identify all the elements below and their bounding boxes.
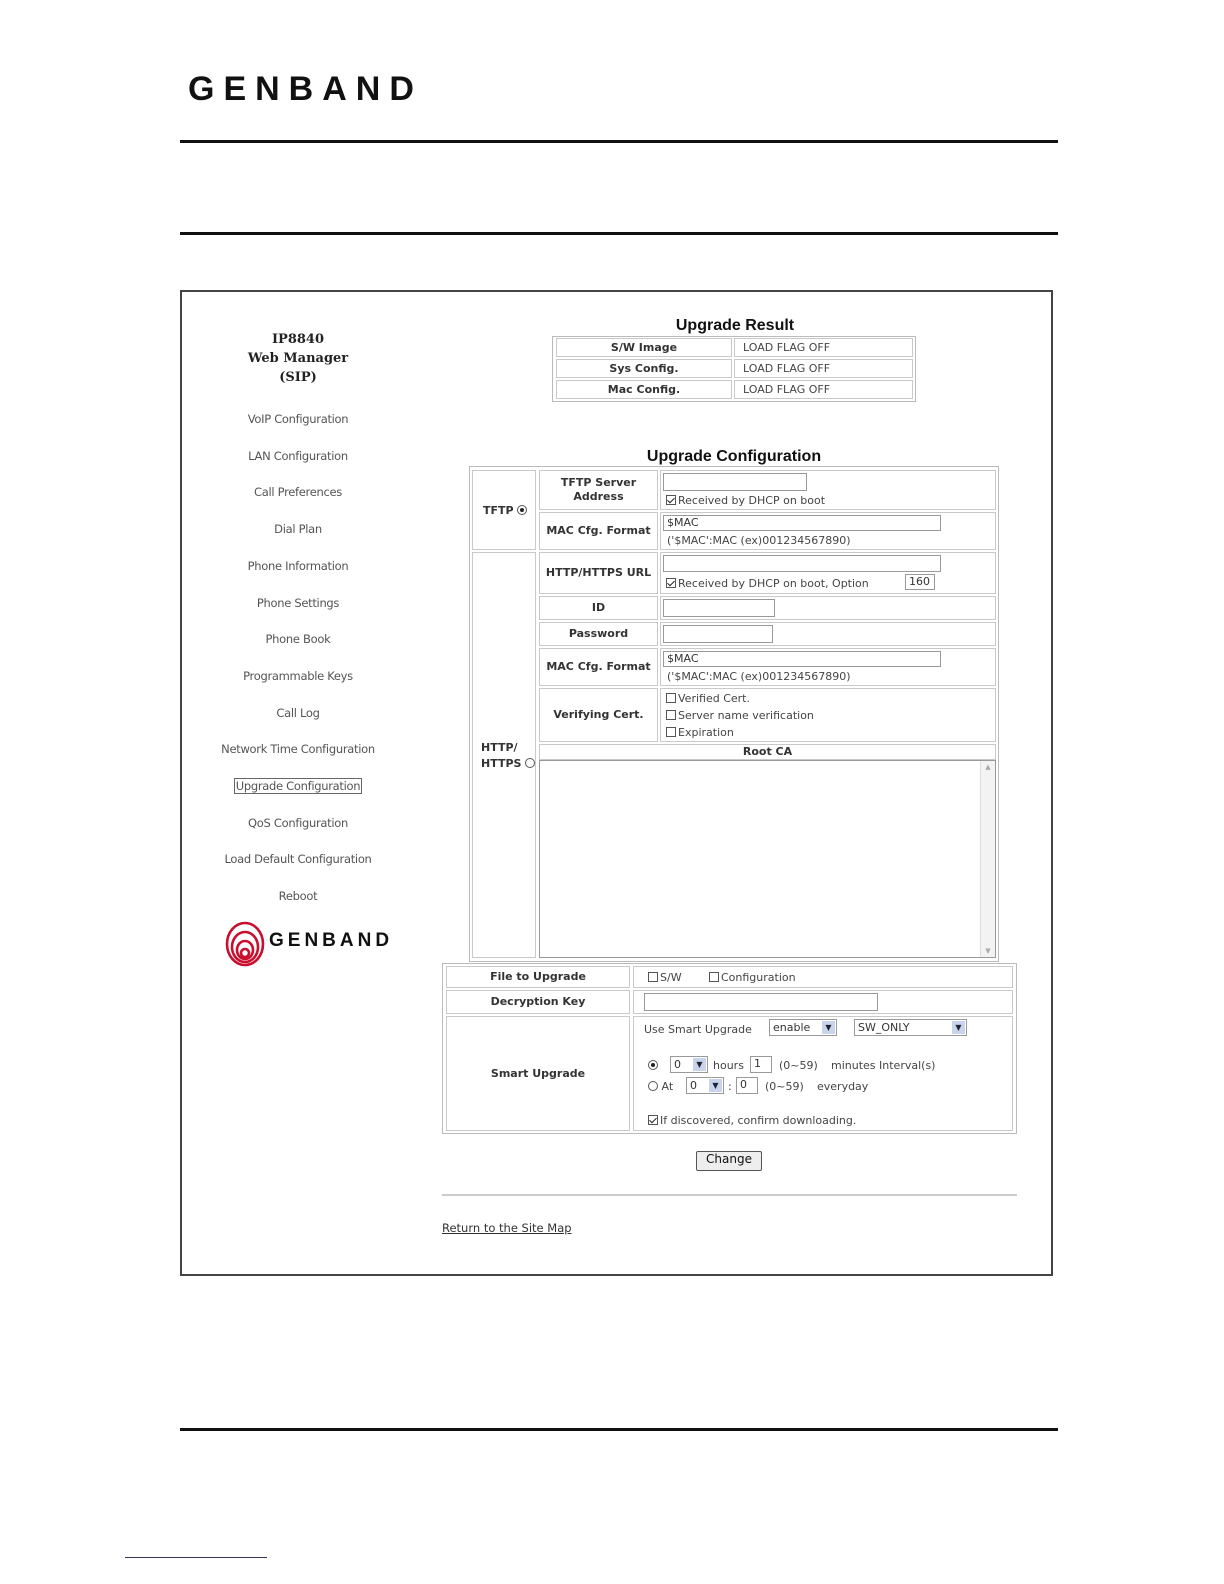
- header-rule-2: [180, 232, 1058, 235]
- nav-item[interactable]: [218, 522, 378, 536]
- content-separator: [442, 1194, 1017, 1196]
- hours-label: hours: [713, 1059, 744, 1072]
- nav-title-model: IP8840: [271, 332, 325, 347]
- return-site-map-link[interactable]: Return to the Site Map: [442, 1221, 572, 1235]
- http-label-line1: HTTP/: [481, 741, 518, 754]
- result-label-mac: Mac Config.: [556, 380, 732, 399]
- result-label-sys: Sys Config.: [556, 359, 732, 378]
- chevron-down-icon: ▼: [822, 1021, 835, 1034]
- chevron-down-icon: ▼: [952, 1021, 965, 1034]
- http-id-label: ID: [539, 596, 658, 620]
- nav-item-label: Network Time Configuration: [221, 742, 375, 757]
- header-rule: [180, 140, 1058, 143]
- file-upgrade-label: File to Upgrade: [446, 966, 630, 988]
- nav-title: [228, 330, 368, 387]
- nav-item-label: Programmable Keys: [243, 668, 353, 683]
- http-password-input[interactable]: [663, 625, 773, 643]
- server-name-checkbox[interactable]: [666, 710, 676, 720]
- upgrade-config-title: Upgrade Configuration: [646, 448, 822, 465]
- nav-item-label: QoS Configuration: [248, 815, 348, 830]
- smart-enable-value: enable: [773, 1021, 811, 1034]
- nav-item[interactable]: [218, 779, 378, 793]
- file-upgrade-cell: [633, 966, 1013, 988]
- nav-item[interactable]: [218, 706, 378, 720]
- nav-title-app: Web Manager: [247, 351, 349, 366]
- nav-item-label: Load Default Configuration: [224, 852, 372, 867]
- nav-item[interactable]: [218, 816, 378, 830]
- tftp-mac-input[interactable]: $MAC: [663, 515, 941, 531]
- genband-swirl-icon: [225, 918, 269, 968]
- nav-item-label: Reboot: [278, 889, 318, 904]
- change-button[interactable]: Change: [696, 1151, 762, 1171]
- tftp-protocol-cell: [472, 470, 536, 550]
- header-logo: GENBAND: [188, 70, 423, 108]
- nav-item-label: Phone Settings: [256, 595, 340, 610]
- verifying-cert-label: Verifying Cert.: [539, 688, 658, 742]
- sw-label: S/W: [660, 971, 682, 984]
- interval-radio[interactable]: [648, 1060, 658, 1070]
- chevron-down-icon: ▼: [709, 1079, 722, 1092]
- interval-minutes-input[interactable]: 1: [750, 1056, 772, 1073]
- http-password-cell: [660, 622, 996, 646]
- at-label: At: [661, 1080, 674, 1093]
- nav-item-label: Upgrade Configuration: [235, 779, 361, 793]
- nav-item-label: Phone Information: [247, 558, 349, 573]
- nav-brand-text: GENBAND: [269, 930, 394, 951]
- nav-item[interactable]: [218, 485, 378, 499]
- tftp-mac-cell: [660, 512, 996, 550]
- http-radio[interactable]: [525, 758, 535, 768]
- nav-item-label: LAN Configuration: [248, 448, 348, 463]
- nav-item[interactable]: [218, 412, 378, 426]
- interval-hours-select[interactable]: [670, 1056, 708, 1073]
- interval-suffix: minutes Interval(s): [831, 1059, 936, 1072]
- nav-item-label: Phone Book: [265, 632, 331, 647]
- nav-brand: [225, 918, 395, 968]
- http-url-cell: [660, 552, 996, 594]
- chevron-down-icon: ▼: [693, 1058, 706, 1071]
- root-ca-textarea[interactable]: [539, 760, 996, 958]
- nav-item[interactable]: [218, 889, 378, 903]
- tftp-label: TFTP: [483, 504, 514, 517]
- http-id-cell: [660, 596, 996, 620]
- tftp-dhcp-label: Received by DHCP on boot: [678, 494, 826, 507]
- nav-item[interactable]: [218, 669, 378, 683]
- http-dhcp-label: Received by DHCP on boot, Option: [678, 577, 869, 590]
- http-url-label: HTTP/HTTPS URL: [539, 552, 658, 594]
- http-label-line2: HTTPS: [481, 757, 522, 770]
- sw-checkbox[interactable]: [648, 972, 658, 982]
- http-mac-cell: [660, 648, 996, 686]
- result-value-mac: LOAD FLAG OFF: [734, 380, 913, 399]
- footnote-rule: [125, 1557, 267, 1558]
- tftp-server-cell: [660, 470, 996, 510]
- verified-cert-checkbox[interactable]: [666, 693, 676, 703]
- decryption-label: Decryption Key: [446, 990, 630, 1014]
- scroll-up-icon[interactable]: ▲: [985, 763, 991, 771]
- nav-item[interactable]: [218, 742, 378, 756]
- http-id-input[interactable]: [663, 599, 775, 617]
- nav-item-label: Dial Plan: [274, 522, 322, 537]
- nav-item-label: Call Log: [276, 705, 320, 720]
- at-colon: :: [728, 1080, 732, 1093]
- http-protocol-cell: [472, 552, 536, 958]
- tftp-server-label-cell: [539, 470, 658, 510]
- at-minute-input[interactable]: 0: [736, 1077, 758, 1094]
- tftp-server-label: TFTP Server Address: [560, 476, 637, 503]
- use-smart-label: Use Smart Upgrade: [644, 1023, 752, 1036]
- footer-rule: [180, 1428, 1058, 1431]
- server-name-label: Server name verification: [678, 709, 814, 722]
- expiration-label: Expiration: [678, 726, 734, 739]
- http-url-input[interactable]: [663, 555, 941, 572]
- at-hour-select[interactable]: [686, 1077, 724, 1094]
- tftp-mac-hint: ('$MAC':MAC (ex)001234567890): [667, 534, 851, 547]
- interval-range: (0~59): [779, 1059, 818, 1072]
- verified-cert-label: Verified Cert.: [678, 692, 750, 705]
- tftp-mac-label: MAC Cfg. Format: [539, 512, 658, 550]
- configuration-checkbox[interactable]: [709, 972, 719, 982]
- smart-mode-value: SW_ONLY: [858, 1021, 910, 1034]
- smart-enable-select[interactable]: [769, 1019, 837, 1036]
- smart-mode-select[interactable]: [854, 1019, 967, 1036]
- nav-item[interactable]: [218, 632, 378, 646]
- nav-item[interactable]: [218, 596, 378, 610]
- smart-upgrade-cell: [633, 1016, 1013, 1131]
- expiration-checkbox[interactable]: [666, 727, 676, 737]
- root-ca-scrollbar[interactable]: [980, 761, 995, 957]
- nav-item-label: VoIP Configuration: [247, 412, 349, 426]
- http-password-label: Password: [539, 622, 658, 646]
- tftp-dhcp-checkbox[interactable]: [666, 495, 676, 505]
- root-ca-label: Root CA: [539, 744, 996, 760]
- verifying-cert-cell: [660, 688, 996, 742]
- result-value-sw: LOAD FLAG OFF: [734, 338, 913, 357]
- at-range: (0~59): [765, 1080, 804, 1093]
- decryption-cell: [633, 990, 1013, 1014]
- http-dhcp-checkbox[interactable]: [666, 578, 676, 588]
- http-mac-input[interactable]: $MAC: [663, 651, 941, 667]
- confirm-checkbox[interactable]: [648, 1115, 658, 1125]
- http-mac-label: MAC Cfg. Format: [539, 648, 658, 686]
- configuration-label: Configuration: [721, 971, 796, 984]
- scroll-down-icon[interactable]: ▼: [985, 947, 991, 955]
- tftp-radio[interactable]: [517, 505, 527, 515]
- nav-title-protocol: (SIP): [279, 370, 317, 385]
- interval-hours-value: 0: [674, 1058, 681, 1071]
- nav-item[interactable]: [218, 449, 378, 463]
- at-radio[interactable]: [648, 1081, 658, 1091]
- http-mac-hint: ('$MAC':MAC (ex)001234567890): [667, 670, 851, 683]
- result-value-sys: LOAD FLAG OFF: [734, 359, 913, 378]
- confirm-label: If discovered, confirm downloading.: [660, 1114, 857, 1127]
- result-label-sw: S/W Image: [556, 338, 732, 357]
- tftp-server-input[interactable]: [663, 473, 807, 491]
- nav-item[interactable]: [218, 852, 378, 866]
- at-hour-value: 0: [690, 1079, 697, 1092]
- nav-item-label: Call Preferences: [254, 485, 342, 500]
- smart-upgrade-label: Smart Upgrade: [446, 1016, 630, 1131]
- upgrade-result-title: Upgrade Result: [675, 317, 795, 334]
- nav-item[interactable]: [218, 559, 378, 573]
- decryption-input[interactable]: [644, 993, 878, 1011]
- at-suffix: everyday: [817, 1080, 869, 1093]
- http-option-input[interactable]: 160: [905, 574, 935, 590]
